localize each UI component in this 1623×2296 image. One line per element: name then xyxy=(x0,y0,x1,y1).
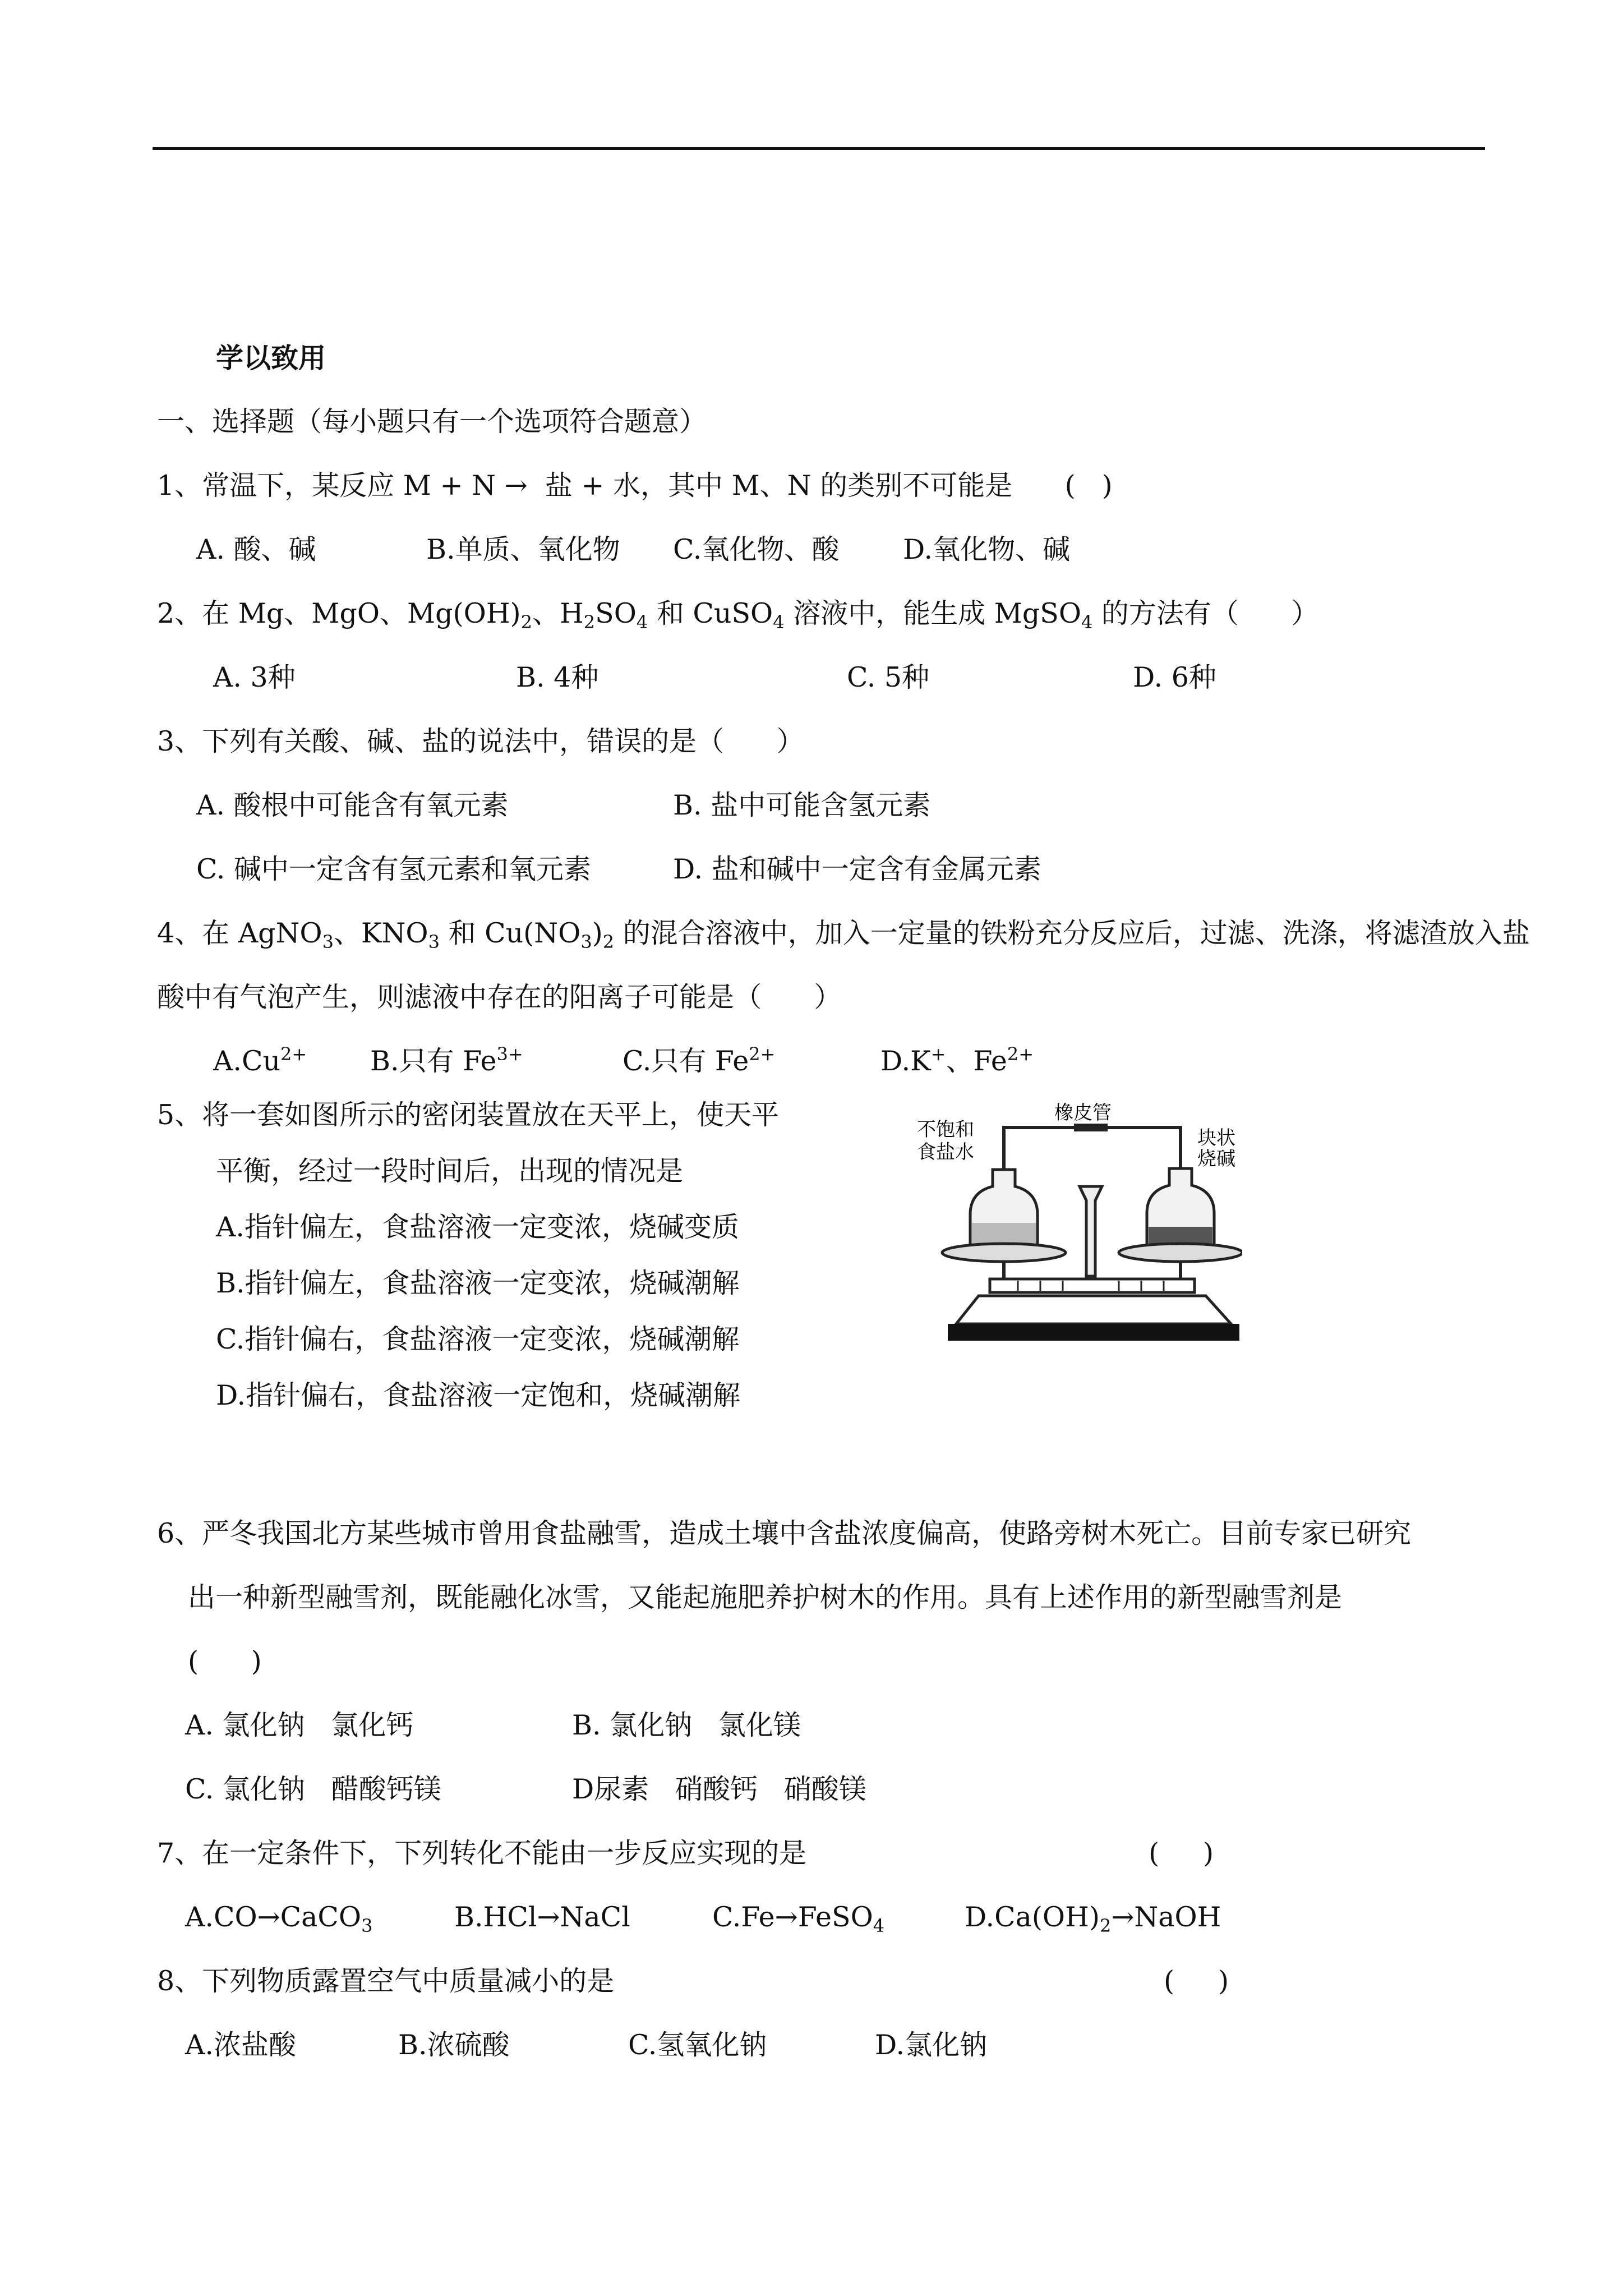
q2-option-b: B. 4种 xyxy=(516,661,599,693)
q4-stem-line2: 酸中有气泡产生，则滤液中存在的阳离子可能是（ ） xyxy=(157,981,842,1013)
q8-option-c: C.氢氧化钠 xyxy=(628,2029,767,2061)
q7-option-d: $D.Ca(OH)_2\to NaOH$ xyxy=(965,1901,1221,1936)
q2-option-d: D. 6种 xyxy=(1133,661,1216,693)
balance-base xyxy=(956,1296,1231,1324)
q2-option-a: A. 3种 xyxy=(213,661,296,693)
q3-option-d: D. 盐和碱中一定含有金属元素 xyxy=(673,853,1041,885)
q3-option-b: B. 盐中可能含氢元素 xyxy=(673,789,931,821)
balance-apparatus-drawing xyxy=(917,1102,1242,1343)
q1-option-d: D.氧化物、碱 xyxy=(903,533,1071,565)
q4-option-d: D.K+、$Fe^{2+}$ xyxy=(880,1043,1034,1077)
q6-stem-line2: 出一种新型融雪剂，既能融化冰雪，又能起施肥养护树木的作用。具有上述作用的新型融雪剂是 xyxy=(188,1581,1343,1613)
q4-option-a: $A.Cu^{2+}$ xyxy=(213,1043,307,1077)
q8-option-d: D.氯化钠 xyxy=(875,2029,988,2061)
q7-option-c: C.Fe→FeSO$_4$ xyxy=(712,1901,885,1936)
center-post xyxy=(1080,1186,1102,1276)
q6-stem-line1: 6、严冬我国北方某些城市曾用食盐融雪，造成土壤中含盐浓度偏高，使路旁树木死亡。目前专家已研究 xyxy=(157,1517,1412,1549)
q8-option-b: B.浓硫酸 xyxy=(398,2029,510,2061)
q5-option-c: C.指针偏右，食盐溶液一定变浓，烧碱潮解 xyxy=(216,1323,740,1355)
q4-option-c: C.只有 $Fe^{2+}$ xyxy=(623,1043,776,1077)
q1-option-a: A. 酸、碱 xyxy=(196,533,316,565)
q4-stem-line1: 4、在 AgNO$_3$、$KNO_3$ 和 $Cu(NO_3)_2$ 的混合溶液中，加入一定量的铁粉充分反应后，过滤、洗涤，将滤渣放入盐 xyxy=(157,917,1530,953)
q5-stem-line2: 平衡，经过一段时间后，出现的情况是 xyxy=(216,1155,684,1187)
q6-stem-line3: ( ) xyxy=(188,1645,262,1677)
header-rule xyxy=(153,147,1485,150)
part-title: 一、选择题（每小题只有一个选项符合题意） xyxy=(157,406,707,438)
q2-option-c: C. 5种 xyxy=(847,661,930,693)
section-title: 学以致用 xyxy=(216,342,326,374)
tube-clip xyxy=(1074,1124,1108,1131)
q5-option-a: A.指针偏左，食盐溶液一定变浓，烧碱变质 xyxy=(216,1211,739,1243)
q6-option-d: D尿素 硝酸钙 硝酸镁 xyxy=(572,1773,866,1805)
q7-stem: 7、在一定条件下，下列转化不能由一步反应实现的是 xyxy=(157,1837,807,1869)
label-left-1: 不饱和 xyxy=(917,1119,974,1141)
q5-stem-line1: 5、将一套如图所示的密闭装置放在天平上，使天平 xyxy=(157,1099,780,1131)
q7-option-a: A.CO→CaCO$_3$ xyxy=(185,1901,373,1936)
q7-option-b: B.HCl→NaCl xyxy=(454,1901,630,1933)
q1-option-c: C.氧化物、酸 xyxy=(673,533,840,565)
q5-option-b: B.指针偏左，食盐溶液一定变浓，烧碱潮解 xyxy=(216,1267,740,1299)
base-plate xyxy=(948,1324,1239,1341)
q2-stem: 2、在 Mg、MgO、$Mg(OH)_2$、$H_2SO_4$ 和 CuSO$_4$ 溶液中，能生成 MgSO$_4$ 的方法有（ ） xyxy=(157,597,1319,633)
q8-answer-paren: ( ) xyxy=(1164,1965,1229,1997)
right-pan xyxy=(1119,1244,1242,1262)
q3-option-c: C. 碱中一定含有氢元素和氧元素 xyxy=(196,853,591,885)
q6-option-a: A. 氯化钠 氯化钙 xyxy=(185,1709,414,1741)
left-pan xyxy=(942,1244,1066,1262)
q5-option-d: D.指针偏右，食盐溶液一定饱和，烧碱潮解 xyxy=(216,1379,741,1411)
label-left-2: 食盐水 xyxy=(917,1141,974,1163)
balance-apparatus-figure xyxy=(917,1102,1242,1343)
q3-stem: 3、下列有关酸、碱、盐的说法中，错误的是（ ） xyxy=(157,725,804,757)
label-right-2: 烧碱 xyxy=(1197,1148,1235,1170)
q3-option-a: A. 酸根中可能含有氧元素 xyxy=(196,789,509,821)
label-right-1: 块状 xyxy=(1197,1127,1235,1149)
rubber-tube xyxy=(1004,1128,1181,1186)
q1-stem: 1、常温下，某反应 M + N → 盐 + 水，其中 M、N 的类别不可能是 ( ) xyxy=(157,470,1113,501)
q1-option-b: B.单质、氧化物 xyxy=(426,533,620,565)
q4-option-b: B.只有 $Fe^{3+}$ xyxy=(370,1043,523,1077)
label-rubber-tube: 橡皮管 xyxy=(1054,1102,1112,1124)
q8-stem: 8、下列物质露置空气中质量减小的是 xyxy=(157,1965,615,1997)
q6-option-b: B. 氯化钠 氯化镁 xyxy=(572,1709,801,1741)
q8-option-a: A.浓盐酸 xyxy=(185,2029,296,2061)
q6-option-c: C. 氯化钠 醋酸钙镁 xyxy=(185,1773,441,1805)
q7-answer-paren: ( ) xyxy=(1149,1837,1214,1869)
